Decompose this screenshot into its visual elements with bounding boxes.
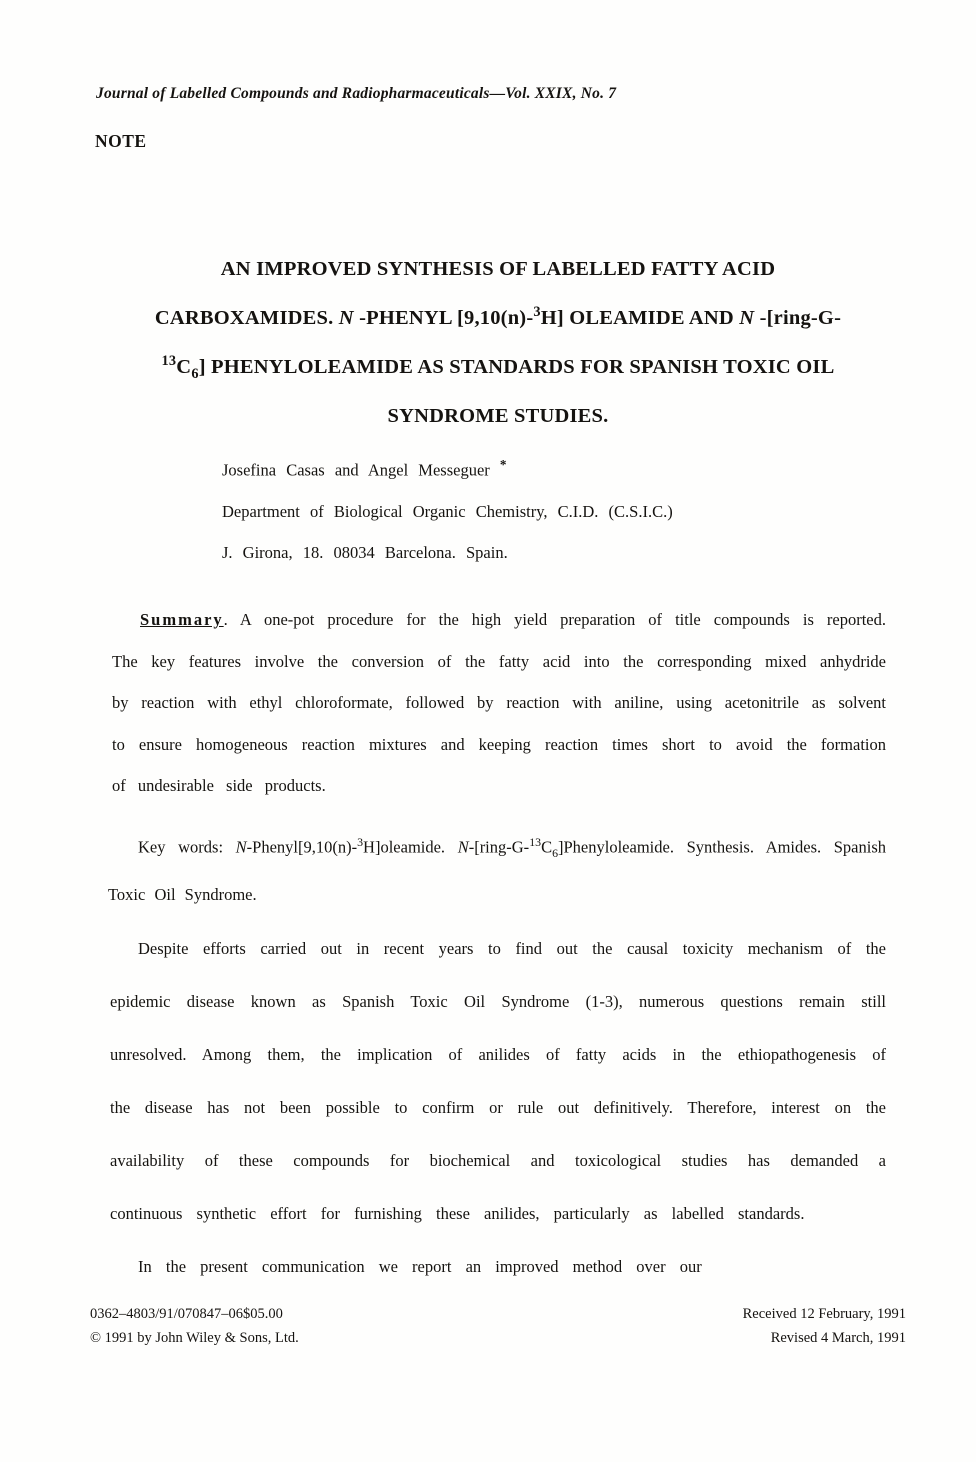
summary-section — [112, 599, 886, 807]
author-address: J. Girona, 18. 08034 Barcelona. Spain. — [222, 542, 508, 562]
page-footer — [90, 1302, 906, 1350]
footer-left — [90, 1302, 299, 1350]
footer-issn: 0362–4803/91/070847–06$05.00 — [90, 1306, 283, 1322]
footer-copyright: © 1991 by John Wiley & Sons, Ltd. — [90, 1330, 299, 1346]
body-text — [110, 922, 886, 1293]
journal-header: Journal of Labelled Compounds and Radiopharmaceuticals—Vol. XXIX, No. 7 — [96, 85, 617, 102]
author-names: Josefina Casas and Angel Messeguer * — [222, 457, 507, 480]
body-paragraph-1: Despite efforts carried out in recent years to find out the causal toxicity mechanism of the epidemic disease known as Spanish Toxic Oil Syndrome (1-3), numerous questions remain still unresolved. Among them, the implication of anilides of fatty acids in the ethiopathogenesis of the disease has not been possible to confirm or rule out definitively. Therefore, interest on the availability of these compounds for biochemical and toxicological studies has demanded a continuous synthetic effort for furnishing these anilides, particularly as labelled standards. — [110, 939, 886, 1223]
author-affiliation: Department of Biological Organic Chemistry, C.I.D. (C.S.I.C.) — [222, 501, 673, 521]
summary-text: . A one-pot procedure for the high yield preparation of title compounds is reported. The key features involve the conversion of the fatty acid into the corresponding mixed anhydride by reaction with ethyl chloroformate, followed by reaction with aniline, using acetonitrile as solvent to ensure homogeneous reaction mixtures and keeping reaction times short to avoid the formation of undesirable side products. — [112, 610, 886, 795]
keywords-text: Key words: N-Phenyl[9,10(n)-$^3$H]oleamide. $N-[ring-G-^{13}C_6]Phenyloleamide$. Synthesis. Amides. Spanish Toxic Oil Syndrome. — [108, 835, 886, 904]
section-label-note: NOTE — [95, 131, 147, 151]
paper-title: AN IMPROVED SYNTHESIS OF LABELLED FATTY ACID CARBOXAMIDES. N -PHENYL [9,10(n)-$^3$H] OLEAMIDE AND N -[ring-G- $^{13}C_6$] PHENYLOLEAMIDE AS STANDARDS FOR SPANISH TOXIC OIL SYNDROME STUDIES. — [154, 257, 842, 428]
footer-revised-date: Revised 4 March, 1991 — [770, 1330, 906, 1346]
authors-block — [222, 444, 673, 573]
body-paragraph-2: In the present communication we report an improved method over our — [138, 1257, 702, 1276]
summary-paragraph — [112, 599, 886, 807]
summary-label: Summary — [140, 610, 224, 629]
keywords-section — [108, 821, 886, 916]
footer-received-date: Received 12 February, 1991 — [742, 1306, 906, 1322]
footer-right — [743, 1302, 906, 1350]
